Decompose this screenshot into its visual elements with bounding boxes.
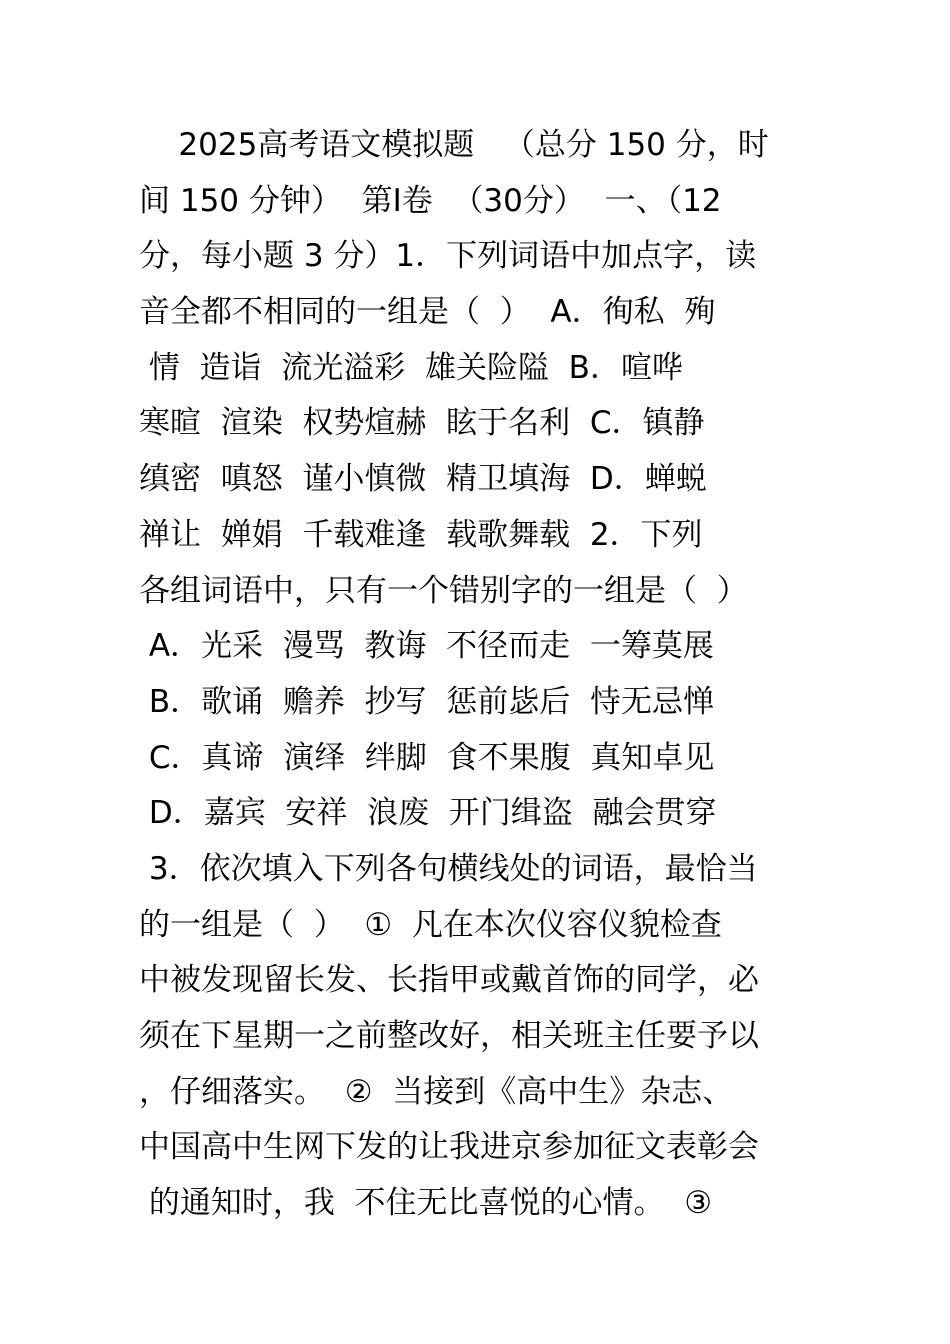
text-line-9: 各组词语中，只有一个错别字的一组是（ ） — [139, 572, 748, 609]
text-line-2: 间 150 分钟） 第Ⅰ卷 （30分） 一、（12 — [139, 182, 722, 219]
text-line-12: C．真谛 演绎 绊脚 食不果腹 真知卓见 — [139, 739, 715, 776]
text-line-18: ，仔细落实。 ② 当接到《高中生》杂志、 — [139, 1073, 734, 1110]
text-line-17: 须在下星期一之前整改好，相关班主任要予以 — [139, 1018, 759, 1054]
text-line-5: 情 造诣 流光溢彩 雄关险隘 B．喧哗 — [139, 349, 683, 386]
exam-text-body — [139, 118, 819, 1232]
text-line-7: 缜密 嗔怒 谨小慎微 精卫填海 D．蝉蜕 — [139, 461, 707, 498]
text-line-20: 的通知时，我 不住无比喜悦的心情。 ③ — [139, 1185, 713, 1222]
text-line-3: 分，每小题 3 分）1．下列词语中加点字，读 — [139, 238, 757, 275]
text-line-14: 3．依次填入下列各句横线处的词语，最恰当 — [139, 850, 758, 887]
text-line-13: D．嘉宾 安祥 浪废 开门缉盗 融会贯穿 — [139, 795, 717, 832]
text-line-8: 禅让 婵娟 千载难逢 载歌舞载 2．下列 — [139, 516, 703, 553]
text-line-16: 中被发现留长发、长指甲或戴首饰的同学，必 — [139, 962, 759, 999]
text-line-6: 寒暄 渲染 权势煊赫 眩于名利 C．镇静 — [139, 405, 705, 442]
text-line-10: A．光采 漫骂 教诲 不径而走 一筹莫展 — [139, 628, 714, 665]
text-line-15: 的一组是（ ） ① 凡在本次仪容仪貌检查 — [139, 906, 722, 943]
text-line-1: 2025高考语文模拟题 （总分 150 分，时 — [139, 127, 769, 163]
text-line-11: B．歌诵 赡养 抄写 惩前毖后 恃无忌惮 — [139, 683, 714, 720]
text-line-19: 中国高中生网下发的让我进京参加征文表彰会 — [139, 1129, 759, 1166]
text-line-4: 音全都不相同的一组是（ ） A．徇私 殉 — [139, 294, 716, 331]
